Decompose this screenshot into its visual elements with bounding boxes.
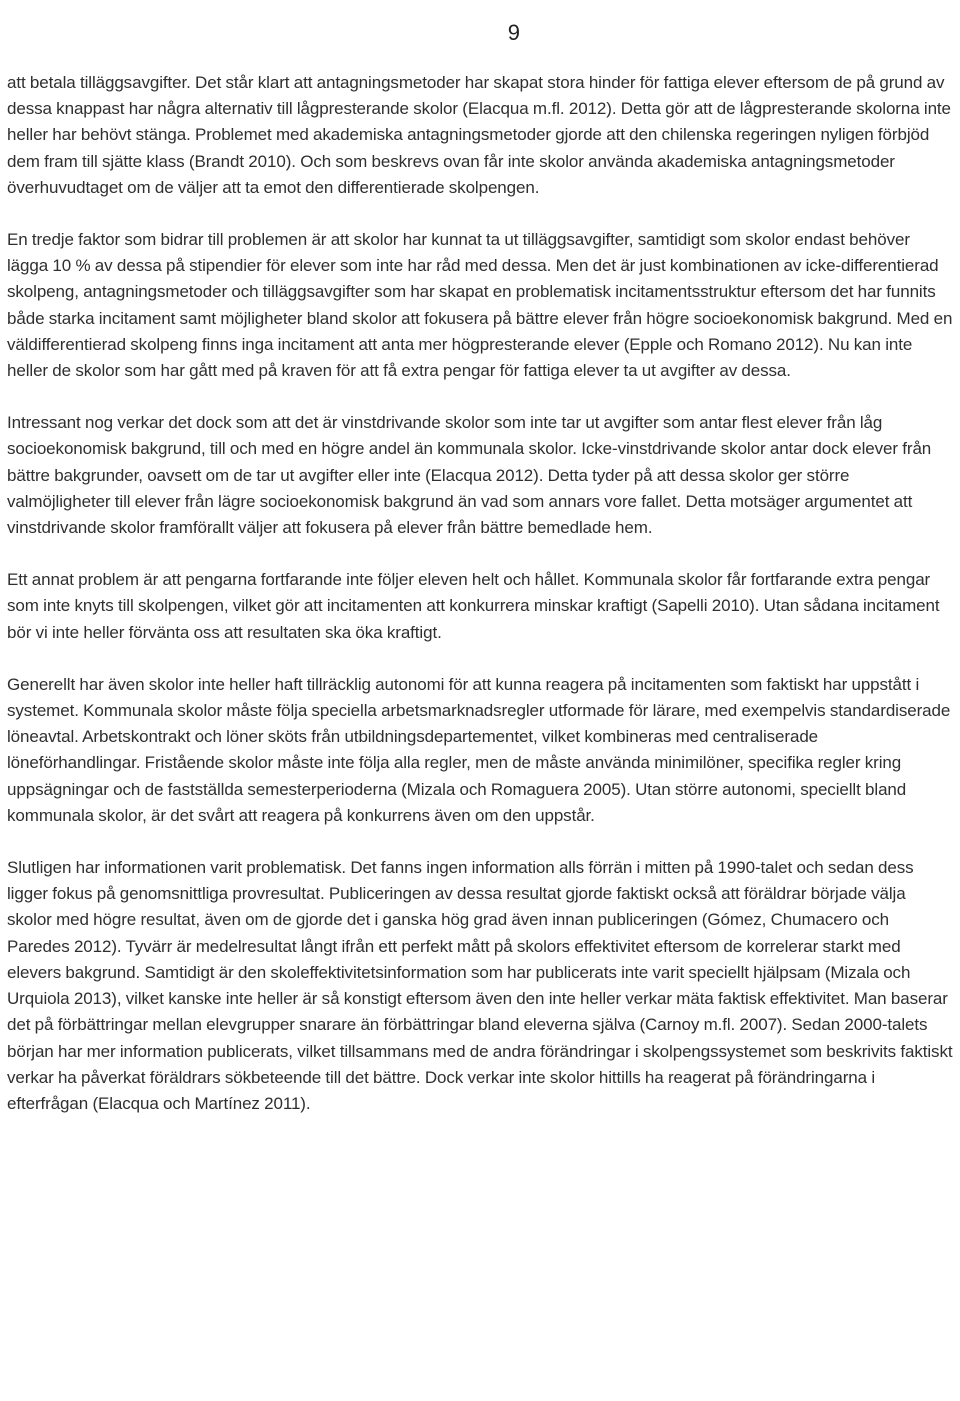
page-number: 9 [507, 20, 520, 45]
document-body [7, 70, 953, 1143]
paragraph-3: Intressant nog verkar det dock som att det är vinstdrivande skolor som inte tar ut avgifter som antar flest elever från låg socioekonomisk bakgrund, till och med en högre andel än kommunala skolor. Icke-vinstdrivande skolor antar dock elever från bättre bakgrunder, oavsett om de tar ut avgifter eller inte (Elacqua 2012). Detta tyder på att dessa skolor ger större valmöjligheter till elever från lägre socioekonomisk bakgrund än vad som annars vore fallet. Detta motsäger argumentet att vinstdrivande skolor framförallt väljer att fokusera på elever från bättre bemedlade hem. [7, 413, 932, 538]
paragraph-5: Generellt har även skolor inte heller haft tillräcklig autonomi för att kunna reagera på incitamenten som faktiskt har uppstått i systemet. Kommunala skolor måste följa speciella arbetsmarknadsregler utformade för lärare, med exempelvis standardiserade löneavtal. Arbetskontrakt och löner sköts från utbildningsdepartementet, vilket kombineras med centraliserade löneförhandlingar. Fristående skolor måste inte följa alla regler, men de måste använda minimilöner, specifika regler kring uppsägningar och de fastställda semesterperioderna (Mizala och Romaguera 2005). Utan större autonomi, speciellt bland kommunala skolor, är det svårt att reagera på konkurrens även om den uppstår. [7, 674, 951, 825]
paragraph-1: att betala tilläggsavgifter. Det står klart att antagningsmetoder har skapat stora hinder för fattiga elever eftersom de på grund av dessa knappast har några alternativ till lågpresterande skolor (Elacqua m.fl. 2012). Detta gör att de lågpresterande skolorna inte heller har behövt stänga. Problemet med akademiska antagningsmetoder gjorde att den chilenska regeringen nyligen förbjöd dem fram till sjätte klass (Brandt 2010). Och som beskrevs ovan får inte skolor använda akademiska antagningsmetoder överhuvudtaget om de väljer att ta emot den differentierade skolpengen. [7, 73, 951, 197]
paragraph-6: Slutligen har informationen varit problematisk. Det fanns ingen information alls förrän i mitten på 1990-talet och sedan dess ligger fokus på genomsnittliga provresultat. Publiceringen av dessa resultat gjorde faktiskt också att föräldrar började välja skolor med högre resultat, även om de gjorde det i ganska hög grad även innan publiceringen (Gómez, Chumacero och Paredes 2012). Tyvärr är medelresultat långt ifrån ett perfekt mått på skolors effektivitet eftersom de korrelerar starkt med elevers bakgrund. Samtidigt är den skoleffektivitetsinformation som har publicerats inte varit speciellt hjälpsam (Mizala och Urquiola 2013), vilket kanske inte heller är så konstigt eftersom även den inte heller verkar mäta faktisk effektivitet. Man baserar det på förbättringar mellan elevgrupper snarare än förbättringar bland eleverna själva (Carnoy m.fl. 2007). Sedan 2000-talets början har mer information publicerats, vilket tillsammans med de andra förändringar i skolpengssystemet som beskrivits faktiskt verkar ha påverkat föräldrars sökbeteende till det bättre. Dock verkar inte skolor hittills ha reagerat på förändringarna i efterfrågan (Elacqua och Martínez 2011). [7, 858, 953, 1113]
paragraph-4: Ett annat problem är att pengarna fortfarande inte följer eleven helt och hållet. Kommunala skolor får fortfarande extra pengar som inte knyts till skolpengen, vilket gör att incitamenten att konkurrera minskar kraftigt (Sapelli 2010). Utan sådana incitament bör vi inte heller förvänta oss att resultaten ska öka kraftigt. [7, 570, 940, 642]
paragraph-2: En tredje faktor som bidrar till problemen är att skolor har kunnat ta ut tilläggsavgifter, samtidigt som skolor endast behöver lägga 10 % av dessa på stipendier för elever som inte har råd med dessa. Men det är just kombinationen av icke-differentierad skolpeng, antagningsmetoder och tilläggsavgifter som har skapat en problematisk incitamentsstruktur eftersom det har funnits både starka incitament samt möjligheter bland skolor att fokusera på bättre elever från högre socioekonomisk bakgrund. Med en väldifferentierad skolpeng finns inga incitament att anta mer högpresterande elever (Epple och Romano 2012). Nu kan inte heller de skolor som har gått med på kraven för att få extra pengar för fattiga elever ta ut avgifter av dessa. [7, 230, 953, 381]
